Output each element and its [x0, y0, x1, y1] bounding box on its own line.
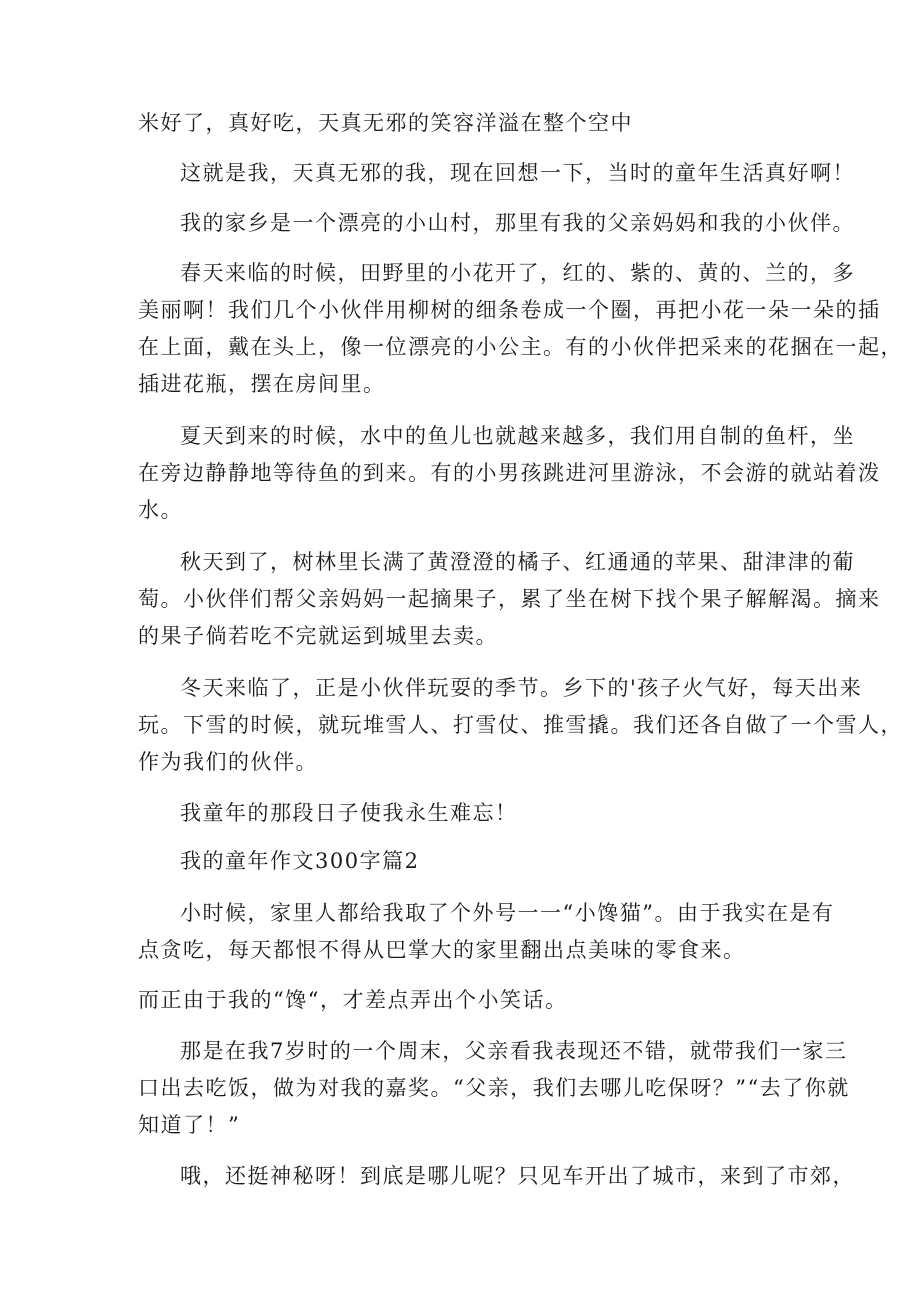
text-line: 插进花瓶，摆在房间里。 [138, 372, 386, 396]
section-heading: 我的童年作文300字篇2 [180, 849, 420, 873]
text-line: 冬天来临了，正是小伙伴玩耍的季节。乡下的'孩子火气好，每天出来 [180, 676, 863, 700]
text-line: 春天来临的时候，田野里的小花开了，红的、紫的、黄的、兰的，多 [180, 261, 855, 285]
text-line: 美丽啊！我们几个小伙伴用柳树的细条卷成一个圈，再把小花一朵一朵的插 [138, 298, 881, 322]
text-line: 而正由于我的“馋“，才差点弄出个小笑话。 [138, 988, 568, 1012]
text-line: 米好了，真好吃，天真无邪的笑容洋溢在整个空中 [138, 111, 633, 135]
text-line: 夏天到来的时候，水中的鱼儿也就越来越多，我们用自制的鱼杆，坐 [180, 424, 855, 448]
text-line: 玩。下雪的时候，就玩堆雪人、打雪仗、推雪撬。我们还各自做了一个雪人， [138, 713, 903, 737]
text-line: 口出去吃饭，做为对我的嘉奖。“父亲，我们去哪儿吃保呀？”“去了你就 [138, 1076, 850, 1100]
text-line: 萄。小伙伴们帮父亲妈妈一起摘果子，累了坐在树下找个果子解解渴。摘来 [138, 587, 881, 611]
text-line: 在上面，戴在头上，像一位漂亮的小公主。有的小伙伴把采来的花捆在一起， [138, 335, 903, 359]
text-line: 秋天到了，树林里长满了黄澄澄的橘子、红通通的苹果、甜津津的葡 [180, 550, 855, 574]
text-line: 知道了！” [138, 1113, 241, 1137]
text-line: 点贪吃，每天都恨不得从巴掌大的家里翻出点美味的零食来。 [138, 938, 746, 962]
text-line: 小时候，家里人都给我取了个外号一一“小馋猫”。由于我实在是有 [180, 901, 835, 925]
text-line: 那是在我7岁时的一个周末，父亲看我表现还不错，就带我们一家三 [180, 1039, 848, 1063]
text-line: 在旁边静静地等待鱼的到来。有的小男孩跳进河里游泳，不会游的就站着泼 [138, 461, 881, 485]
text-line: 作为我们的伙伴。 [138, 750, 318, 774]
text-line: 的果子倘若吃不完就运到城里去卖。 [138, 624, 498, 648]
text-line: 我的家乡是一个漂亮的小山村，那里有我的父亲妈妈和我的小伙伴。 [180, 211, 855, 235]
text-line: 我童年的那段日子使我永生难忘！ [180, 801, 518, 825]
text-line: 水。 [138, 498, 183, 522]
text-line: 哦，还挺神秘呀！到底是哪儿呢？只见车开出了城市，来到了市郊， [180, 1164, 855, 1188]
text-line: 这就是我，天真无邪的我，现在回想一下，当时的童年生活真好啊！ [180, 161, 855, 185]
